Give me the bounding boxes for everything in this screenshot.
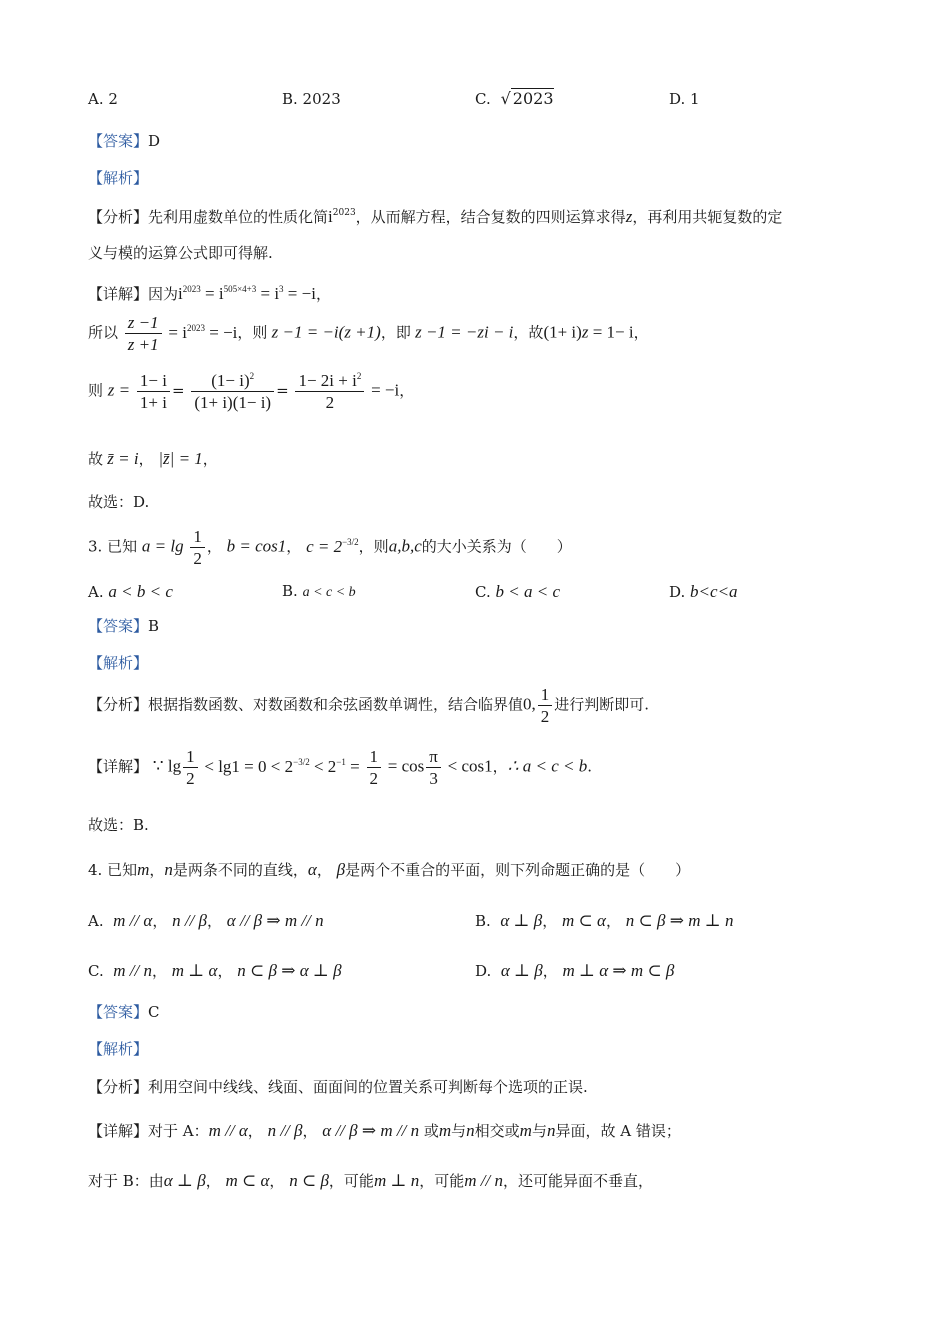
q3-option-a-math: a < b < c <box>108 582 173 601</box>
fenxi-text-3: ，再利用共轭复数的定 <box>632 208 783 226</box>
q3-option-b-math: a < c < b <box>302 585 356 600</box>
xj2-ji: ，即 <box>380 323 411 342</box>
xj2-gu: ，故 <box>513 323 544 342</box>
q3-option-a-label: A. <box>88 583 104 601</box>
xj1-text: 因为 <box>148 285 179 303</box>
q3-stem-prefix: 3. 已知 <box>88 537 138 556</box>
analysis-tag: 【解析】 <box>88 654 149 672</box>
xj-b-end: ，还可能异面不垂直， <box>502 1172 653 1190</box>
fenxi-text-1: 根据指数函数、对数函数和余弦函数单调性，结合临界值 <box>148 695 524 714</box>
q3-answer-line <box>88 619 159 634</box>
fenxi-tag: 【分析】 <box>88 1078 149 1096</box>
q4-option-c: C. m // n， m ⊥ α， n ⊂ β ⇒ α ⊥ β <box>88 961 342 980</box>
xj-a-suffix: 相交或 <box>474 1122 520 1140</box>
answer-value: B <box>148 617 160 635</box>
xiangjie-tag: 【详解】 <box>88 1122 149 1140</box>
answer-tag: 【答案】 <box>88 1003 149 1021</box>
q4-stem-2: 是两条不同的直线， <box>172 861 308 879</box>
fenxi-tag: 【分析】 <box>88 208 149 226</box>
q2-option-a: A. 2 <box>88 90 118 108</box>
q3-stem-end: 的大小关系为（ ） <box>421 537 572 556</box>
xiangjie-tag: 【详解】 <box>88 285 149 303</box>
xj-a-end: 异面，故 A 错误； <box>555 1122 681 1140</box>
fenxi-text-1: 先利用虚数单位的性质化简 <box>148 208 329 226</box>
q3-xiangjie: 【详解】 ∵ lg $\frac{1}{2}$ < $\lg 1 = 0 < 2^{-3/2} < 2^{-1}$ = $\frac{1}{2}$ = cos $\frac{\pi}{3}$ < cos1，∴ a < c < b. <box>88 747 593 788</box>
q4-stem-prefix: 4. 已知 <box>88 861 138 879</box>
q2-xiangjie-line4: 故 z̄ = i， |z̄| = 1， <box>88 449 218 468</box>
q4-answer-line <box>88 1005 160 1020</box>
xj-b-prefix: 对于 B：由 <box>88 1172 164 1190</box>
q3-option-c-label: C. <box>475 583 491 601</box>
q4-option-b: B. α ⊥ β， m ⊂ α， n ⊂ β ⇒ m ⊥ n <box>475 911 734 930</box>
fenxi-text-2: 进行判断即可. <box>554 695 650 714</box>
xj4-text: 故 <box>88 450 104 468</box>
fenxi-text: 利用空间中线线、线面、面面间的位置关系可判断每个选项的正误. <box>148 1078 588 1096</box>
q2-conclusion: 故选：D. <box>88 493 150 511</box>
q4-fenxi <box>88 1080 588 1095</box>
analysis-tag: 【解析】 <box>88 1040 149 1058</box>
answer-value: C <box>148 1003 160 1021</box>
q2-option-c-value: 2023 <box>512 89 554 108</box>
q3-option-d <box>669 582 738 602</box>
q4-xiangjie-b: 对于 B：由α ⊥ β， m ⊂ α， n ⊂ β，可能m ⊥ n，可能m // n，还可能异面不垂直， <box>88 1171 653 1190</box>
answer-tag: 【答案】 <box>88 617 149 635</box>
xj2-text: 所以 <box>88 323 119 342</box>
q3-option-c-math: b < a < c <box>495 582 560 601</box>
q2-option-b: B. 2023 <box>282 90 341 108</box>
q2-fenxi-line2: 义与模的运算公式即可得解. <box>88 244 273 262</box>
q3-option-c <box>475 582 560 602</box>
fenxi-tag: 【分析】 <box>88 695 149 714</box>
answer-value: D <box>148 132 161 150</box>
q4-option-c-label: C. <box>88 962 104 980</box>
q2-fenxi-line1: 【分析】先利用虚数单位的性质化简$i^{2023}$，从而解方程，结合复数的四则运算求得z，再利用共轭复数的定 <box>88 207 783 226</box>
q3-option-d-math: b<c<a <box>690 582 738 601</box>
q2-option-d: D. 1 <box>669 90 700 108</box>
q3-option-b <box>282 582 356 601</box>
q3-stem: 3. 已知 a = lg $\frac{1}{2}$ ， b = cos1， $c = 2^{-3/2}$，则a,b,c的大小关系为（ ） <box>88 527 572 568</box>
fenxi-text-2: ，从而解方程，结合复数的四则运算求得 <box>355 208 626 226</box>
q4-option-a: A. m // α， n // β， α // β ⇒ m // n <box>88 911 324 930</box>
q4-option-a-label: A. <box>88 912 104 930</box>
xj-b-mid: ，可能 <box>328 1172 374 1190</box>
analysis-tag: 【解析】 <box>88 169 149 187</box>
q2-xiangjie-line2: 所以 $\frac{z -1}{z +1}$ = $i^{2023} = -i$，则 z −1 = −i(z +1)，即 z −1 = −zi − i，故(1+ i)z = 1− i， <box>88 313 649 354</box>
q2-option-c: C. √ 2023 <box>475 89 554 108</box>
q2-answer-line <box>88 134 160 149</box>
q4-option-d-label: D. <box>475 962 492 980</box>
answer-tag: 【答案】 <box>88 132 149 150</box>
q2-option-c-label: C. <box>475 90 491 108</box>
q2-xiangjie-line1: 【详解】因为$i^{2023} = i^{505\times 4+3} = i^3 = -i$， <box>88 284 331 303</box>
q4-stem: 4. 已知m，n是两条不同的直线，α， β是两个不重合的平面，则下列命题正确的是（ ） <box>88 860 691 879</box>
q4-stem-3: 是两个不重合的平面，则下列命题正确的是（ ） <box>345 861 691 879</box>
xiangjie-tag: 【详解】 <box>88 757 149 776</box>
q3-conclusion: 故选：B. <box>88 816 149 834</box>
q4-option-b-label: B. <box>475 912 491 930</box>
q4-xiangjie-a: 【详解】对于 A：m // α， n // β， α // β ⇒ m // n 或m与n相交或m与n异面，故 A 错误； <box>88 1121 681 1140</box>
q3-option-b-label: B. <box>282 582 298 600</box>
q3-stem-suffix: ，则 <box>358 537 389 556</box>
q4-option-d: D. α ⊥ β， m ⊥ α ⇒ m ⊂ β <box>475 961 675 980</box>
q2-xiangjie-line3: 则 z = $\frac{1- i}{1+ i}$ = $\frac{(1- i)^2}{(1+ i)(1- i)}$ = $\frac{1- 2i + i^2}{2}$ = −i， <box>88 371 415 412</box>
q3-fenxi: 【分析】根据指数函数、对数函数和余弦函数单调性，结合临界值0, $\frac{1}{2}$ 进行判断即可. <box>88 685 650 726</box>
q3-option-d-label: D. <box>669 583 686 601</box>
q3-option-a <box>88 582 173 602</box>
xj2-then: ，则 <box>237 323 268 342</box>
fenxi-exponent: 2023 <box>332 208 356 218</box>
xj3-text: 则 <box>88 381 104 400</box>
xj-a-prefix: 对于 A： <box>148 1122 209 1140</box>
